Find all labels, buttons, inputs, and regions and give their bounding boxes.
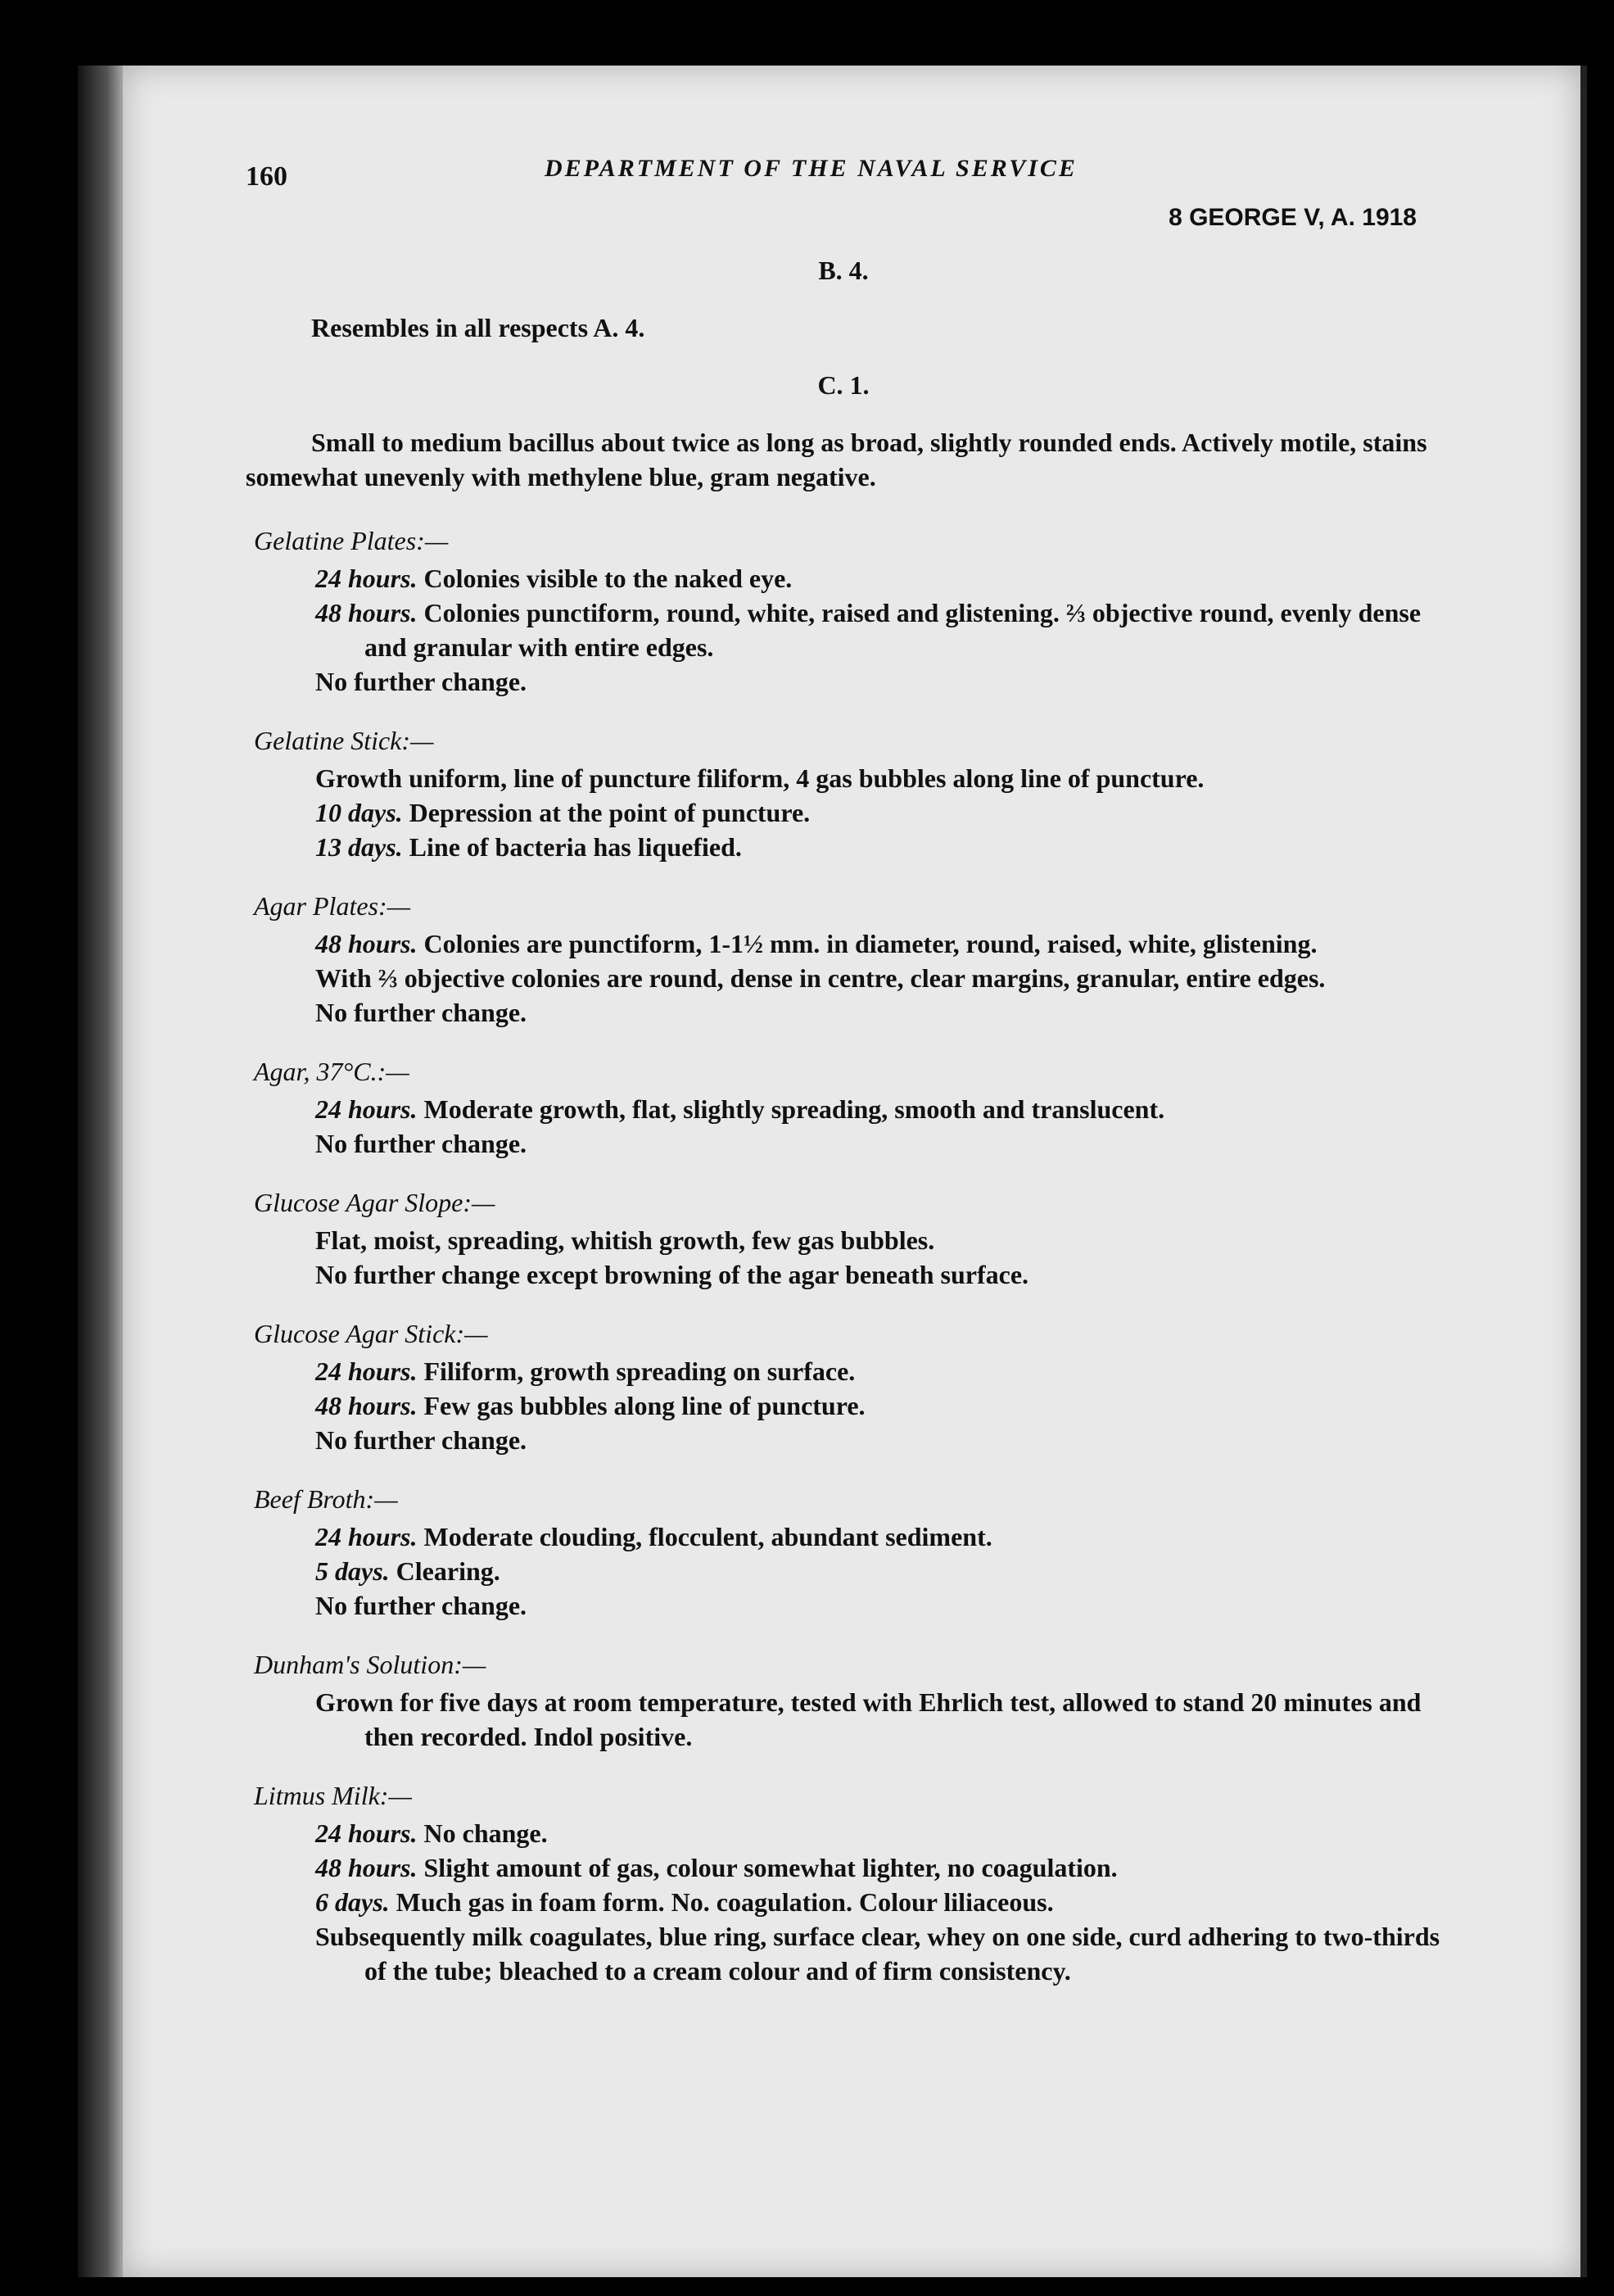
page-edge-rule <box>1580 66 1587 2277</box>
observation-text: No further change. <box>315 667 527 696</box>
observation-text: Grown for five days at room temperature, tested with Ehrlich test, allowed to stand 20 minutes and then recorded. Indol positive. <box>315 1687 1422 1751</box>
observation-text: Subsequently milk coagulates, blue ring, surface clear, whey on one side, curd adhering to two-thirds of the tube; bleached to a cream colour and of firm consistency. <box>315 1922 1440 1986</box>
observation-text: Colonies are punctiform, 1-1½ mm. in diameter, round, raised, white, glistening. <box>423 929 1318 958</box>
observation-text: Colonies visible to the naked eye. <box>423 564 793 593</box>
observation-line <box>315 926 1441 961</box>
observation-text: Much gas in foam form. No. coagulation. Colour liliaceous. <box>396 1887 1054 1917</box>
observation-block <box>246 889 1441 1030</box>
observation-block <box>246 1054 1441 1161</box>
observation-line <box>315 1519 1441 1554</box>
observation-heading: Agar Plates:— <box>254 891 411 921</box>
observation-block <box>246 1316 1441 1457</box>
running-header <box>246 143 1441 201</box>
observation-time: 48 hours. <box>315 598 424 627</box>
observation-line <box>315 1919 1441 1988</box>
observation-text: Growth uniform, line of puncture filiform, 4 gas bubbles along line of puncture. <box>315 763 1205 793</box>
section-title-b4: B. 4. <box>818 256 869 285</box>
observation-line <box>315 1685 1441 1754</box>
observation-heading: Agar, 37°C.:— <box>254 1057 409 1086</box>
observation-text: No further change. <box>315 1129 527 1158</box>
department-title: DEPARTMENT OF THE NAVAL SERVICE <box>545 155 1078 182</box>
observation-time: 24 hours. <box>315 1356 424 1386</box>
observation-line <box>315 561 1441 596</box>
observation-line <box>315 1388 1441 1423</box>
observation-heading: Glucose Agar Stick:— <box>254 1319 488 1348</box>
observation-time: 24 hours. <box>315 1522 424 1551</box>
observation-line <box>315 596 1441 664</box>
observation-line <box>315 995 1441 1030</box>
page-binding-shadow <box>78 66 127 2277</box>
observation-time: 6 days. <box>315 1887 396 1917</box>
observation-time: 48 hours. <box>315 1853 424 1882</box>
observation-heading: Gelatine Stick:— <box>254 726 434 755</box>
observation-time: 48 hours. <box>315 1391 424 1420</box>
observation-heading: Litmus Milk:— <box>254 1781 412 1810</box>
observation-time: 24 hours. <box>315 1094 424 1124</box>
section-b4-intro: Resembles in all respects A. 4. <box>311 313 645 342</box>
observation-heading: Beef Broth:— <box>254 1484 398 1514</box>
observation-text: Few gas bubbles along line of puncture. <box>423 1391 866 1420</box>
observation-text: Slight amount of gas, colour somewhat lighter, no coagulation. <box>423 1853 1118 1882</box>
observation-text: No change. <box>423 1818 548 1848</box>
observation-heading: Gelatine Plates:— <box>254 526 449 555</box>
observation-time: 48 hours. <box>315 929 424 958</box>
page-number: 160 <box>246 161 287 192</box>
observation-text: No further change. <box>315 1425 527 1455</box>
observation-text: No further change except browning of the agar beneath surface. <box>315 1260 1029 1289</box>
observation-block <box>246 523 1441 699</box>
observation-text: Colonies punctiform, round, white, raised and glistening. ⅔ objective round, evenly dense and granular with entire edges. <box>364 598 1422 662</box>
observation-line <box>315 1554 1441 1588</box>
observation-block <box>246 723 1441 864</box>
observation-text: No further change. <box>315 998 527 1027</box>
observation-block <box>246 1778 1441 1988</box>
observation-text: With ⅔ objective colonies are round, dense in centre, clear margins, granular, entire edges. <box>315 963 1326 993</box>
observation-line <box>315 795 1441 830</box>
observation-heading: Dunham's Solution:— <box>254 1650 486 1679</box>
culture-observations <box>246 523 1441 1988</box>
observation-time: 10 days. <box>315 798 409 827</box>
observation-time: 24 hours. <box>315 1818 424 1848</box>
observation-line <box>315 664 1441 699</box>
observation-text: No further change. <box>315 1591 527 1620</box>
session-label: 8 GEORGE V, A. 1918 <box>1169 204 1417 231</box>
observation-time: 24 hours. <box>315 564 424 593</box>
observation-text: Moderate growth, flat, slightly spreading, smooth and translucent. <box>423 1094 1165 1124</box>
observation-text: Flat, moist, spreading, whitish growth, few gas bubbles. <box>315 1225 935 1255</box>
observation-text: Line of bacteria has liquefied. <box>409 832 742 862</box>
observation-line <box>315 830 1441 864</box>
observation-line <box>315 1354 1441 1388</box>
observation-text: Moderate clouding, flocculent, abundant sediment. <box>423 1522 992 1551</box>
observation-line <box>315 1816 1441 1850</box>
observation-line <box>315 1126 1441 1161</box>
observation-line <box>315 761 1441 795</box>
observation-text: Depression at the point of puncture. <box>409 798 811 827</box>
observation-block <box>246 1185 1441 1292</box>
observation-heading: Glucose Agar Slope:— <box>254 1188 495 1217</box>
observation-line <box>315 1588 1441 1623</box>
observation-line <box>315 1423 1441 1457</box>
observation-line <box>315 1092 1441 1126</box>
section-c1-description: Small to medium bacillus about twice as long as broad, slightly rounded ends. Actively motile, stains somewhat unevenly with methylene blue, gram negative. <box>246 428 1427 491</box>
observation-line <box>315 1257 1441 1292</box>
observation-line <box>315 1885 1441 1919</box>
observation-text: Filiform, growth spreading on surface. <box>423 1356 856 1386</box>
observation-line <box>315 1223 1441 1257</box>
observation-line <box>315 961 1441 995</box>
observation-line <box>315 1850 1441 1885</box>
observation-time: 13 days. <box>315 832 409 862</box>
page-content <box>246 143 1441 2013</box>
section-title-c1: C. 1. <box>817 370 870 400</box>
observation-time: 5 days. <box>315 1556 396 1586</box>
observation-block <box>246 1482 1441 1623</box>
observation-block <box>246 1647 1441 1754</box>
observation-text: Clearing. <box>396 1556 500 1586</box>
